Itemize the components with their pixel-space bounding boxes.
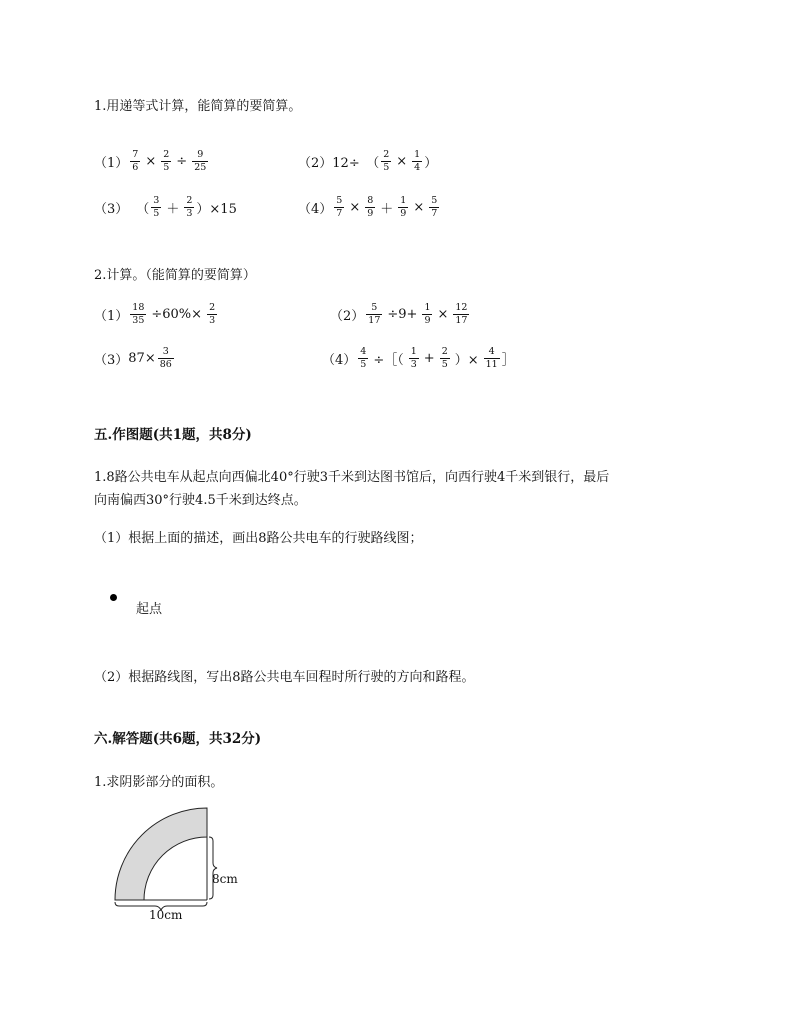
problem-index: （4） (322, 352, 357, 368)
operator: + (423, 350, 435, 366)
fraction: $\frac{7}{6}$ (132, 149, 139, 173)
q1-problem-2 (298, 150, 437, 172)
fraction: $\frac{9}{25}$ (194, 149, 207, 173)
height-label: 8cm (212, 872, 238, 886)
fraction: $\frac{2}{3}$ (186, 195, 193, 219)
problem-index: （3） (94, 352, 129, 368)
q1-problem-1 (94, 150, 210, 172)
q2-title: 2.计算。（能简算的要简算） (94, 268, 256, 283)
fraction: $\frac{4}{5}$ (360, 346, 367, 370)
start-point-dot (110, 594, 117, 601)
fraction: $\frac{5}{7}$ (336, 195, 343, 219)
expression-text: ］ (501, 352, 515, 368)
problem-index: （1） (94, 308, 129, 324)
fraction: $\frac{4}{11}$ (485, 346, 498, 370)
section-5-sub-question-1: （1）根据上面的描述，画出8路公共电车的行驶路线图； (94, 531, 423, 546)
expression-text: ）×15 (196, 201, 237, 217)
q1-title: 1.用递等式计算，能简算的要简算。 (94, 99, 302, 114)
operator: × (349, 199, 361, 215)
fraction: $\frac{12}{17}$ (455, 302, 468, 326)
problem-index: （2） (298, 155, 333, 171)
shaded-arc-figure (105, 805, 265, 920)
fraction: $\frac{1}{9}$ (424, 302, 431, 326)
section-5-problem-line-2: 向南偏西30°行驶4.5千米到达终点。 (94, 493, 307, 508)
fraction: $\frac{1}{4}$ (414, 149, 421, 173)
section-5-sub-question-2: （2）根据路线图，写出8路公共电车回程时所行驶的方向和路程。 (94, 670, 475, 685)
operator: × (396, 153, 408, 169)
fraction: $\frac{18}{35}$ (132, 302, 145, 326)
fraction: $\frac{1}{9}$ (400, 195, 407, 219)
fraction: $\frac{5}{7}$ (431, 195, 438, 219)
q1-problem-4 (298, 196, 441, 218)
problem-index: （1） (94, 155, 129, 171)
expression-text: ）× (454, 352, 479, 368)
expression-text: ÷［（ (373, 352, 404, 368)
operator: × (413, 199, 425, 215)
fraction: $\frac{2}{5}$ (383, 149, 390, 173)
section-6-problem-1: 1.求阴影部分的面积。 (94, 775, 224, 790)
fraction: $\frac{2}{5}$ (163, 149, 170, 173)
section-5-heading: 五.作图题(共1题，共8分) (94, 427, 252, 443)
width-label: 10cm (149, 908, 183, 920)
operator: ＋ (166, 201, 180, 217)
section-5-problem-line-1: 1.8路公共电车从起点向西偏北40°行驶3千米到达图书馆后，向西行驶4千米到银行，最后 (94, 470, 610, 485)
shaded-ring-region (115, 808, 207, 900)
expression-text: ÷60%× (151, 306, 203, 322)
fraction: $\frac{2}{3}$ (209, 302, 216, 326)
start-point-label: 起点 (136, 602, 163, 617)
problem-index: （3） (94, 201, 129, 217)
q2-problem-4 (322, 347, 515, 369)
expression-text: ÷9+ (387, 306, 418, 322)
fraction: $\frac{5}{17}$ (368, 302, 381, 326)
problem-index: （2） (330, 308, 365, 324)
height-brace (209, 837, 217, 899)
operator: × (145, 153, 157, 169)
fraction: $\frac{2}{5}$ (441, 346, 448, 370)
operator: × (437, 306, 449, 322)
expression-text: 12÷ （ (332, 155, 380, 171)
fraction: $\frac{8}{9}$ (367, 195, 374, 219)
q1-problem-3 (94, 196, 237, 218)
operator: ＋ (380, 201, 394, 217)
expression-text: ） (424, 155, 438, 171)
fraction: $\frac{3}{5}$ (153, 195, 160, 219)
expression-text: （ (136, 201, 150, 217)
q2-problem-3 (94, 347, 176, 369)
problem-index: （4） (298, 201, 333, 217)
fraction: $\frac{1}{3}$ (410, 346, 417, 370)
section-6-heading: 六.解答题(共6题，共32分) (94, 731, 262, 747)
fraction: $\frac{3}{86}$ (159, 346, 172, 370)
expression-text: 87× (128, 350, 156, 366)
q2-problem-2 (330, 303, 471, 325)
q2-problem-1 (94, 303, 219, 325)
operator: ÷ (176, 153, 188, 169)
